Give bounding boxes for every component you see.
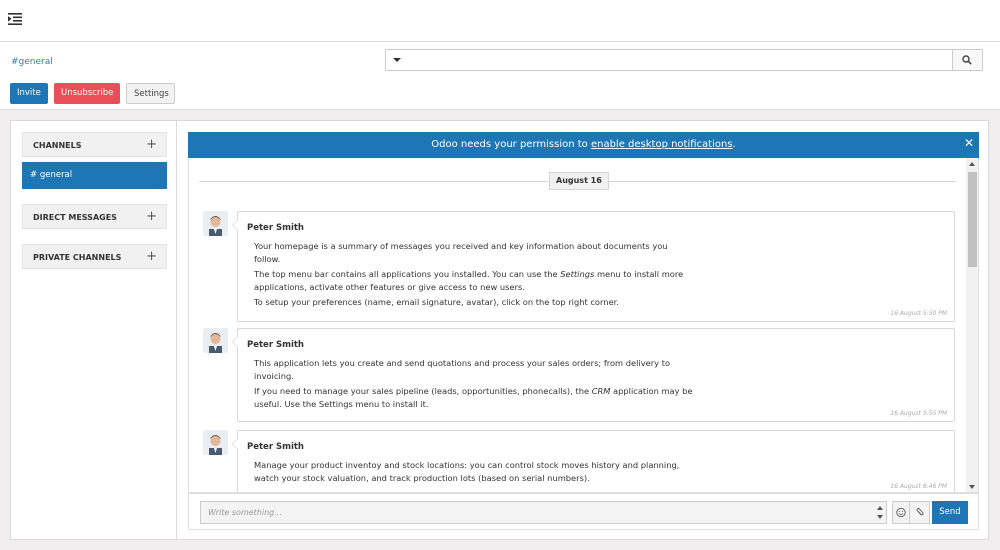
message-author[interactable]: Peter Smith [247,223,304,233]
message-body [254,459,694,487]
avatar[interactable] [203,328,228,353]
message-composer [188,493,979,530]
notification-prefix: Odoo needs your permission to [431,139,591,150]
filter-dropdown-icon[interactable] [393,58,401,62]
channels-section [22,132,167,157]
breadcrumb[interactable]: #general [11,57,53,67]
sidebar-item-general[interactable] [22,162,167,189]
top-navbar [0,0,1000,42]
message-input-placeholder: Write something... [208,508,282,517]
sidebar-item-label: # general [30,170,73,180]
private-channels-section [22,244,167,269]
avatar[interactable] [203,211,228,236]
menu-toggle-icon[interactable] [8,13,22,25]
private-channels-label: PRIVATE CHANNELS [33,253,122,262]
thread-scrollbar[interactable] [966,158,978,493]
message-thread[interactable] [188,158,979,493]
message-card [237,211,955,322]
direct-messages-section [22,204,167,229]
message-paragraph: Manage your product inventoy and stock locations: you can control stock moves history and planning, watch your stock valuation, and track production lots (based on serial numbers). [254,460,680,483]
message-body [254,240,694,311]
input-resize-arrows[interactable] [875,501,886,524]
message-timestamp: 16 August 5:55 PM [890,410,947,417]
smiley-icon [893,502,909,523]
paperclip-icon [910,502,928,523]
message-author[interactable]: Peter Smith [247,442,304,452]
arrow-down-icon [877,515,883,519]
date-badge: August 16 [549,172,609,190]
discuss-panel [10,120,989,540]
channels-sidebar [11,121,177,539]
scrollbar-thumb[interactable] [968,172,977,267]
search-bar[interactable] [385,49,983,71]
message-author[interactable]: Peter Smith [247,340,304,350]
notification-text [188,139,979,150]
channels-label: CHANNELS [33,141,82,150]
scroll-down-icon[interactable] [969,485,975,489]
message-body [254,357,694,413]
send-button[interactable]: Send [932,501,968,524]
avatar-image [203,328,228,353]
settings-button[interactable]: Settings [126,83,175,104]
invite-button[interactable]: Invite [10,83,48,104]
scroll-up-icon[interactable] [969,162,975,166]
arrow-up-icon [877,506,883,510]
message-paragraph: This application lets you create and send quotations and process your sales orders; from delivery to invoicing. [254,358,671,381]
message-paragraph: If you need to manage your sales pipeline (leads, opportunities, phonecalls), the CRM application may be useful. Use the Settings menu to install it. [254,386,693,409]
message-paragraph: The top menu bar contains all applications you installed. You can use the Settings menu to install more applications, activate other features or give access to new users. [254,269,684,292]
message-timestamp: 16 August 6:46 PM [890,483,947,490]
avatar[interactable] [203,430,228,455]
message-paragraph: To setup your preferences (name, email signature, avatar), click on the top right corner. [254,297,619,307]
message-input[interactable] [200,501,887,524]
add-channel-icon[interactable]: + [146,137,157,152]
message-card [237,430,955,493]
unsubscribe-button[interactable]: Unsubscribe [54,83,120,104]
emoji-button[interactable] [892,501,910,524]
avatar-image [203,211,228,236]
notification-banner [188,132,979,158]
search-button[interactable] [952,50,982,70]
add-private-channel-icon[interactable]: + [146,249,157,264]
close-icon[interactable]: ✕ [963,136,974,150]
control-panel [0,42,1000,110]
add-direct-message-icon[interactable]: + [146,209,157,224]
attach-button[interactable] [910,501,930,524]
message-paragraph: Your homepage is a summary of messages you received and key information about documents you follow. [254,241,668,264]
enable-notifications-link[interactable]: enable desktop notifications [590,139,733,150]
notification-suffix: . [732,139,736,150]
direct-messages-label: DIRECT MESSAGES [33,213,117,222]
avatar-image [203,430,228,455]
message-card [237,328,955,422]
message-timestamp: 16 August 5:50 PM [890,310,947,317]
search-icon [962,55,972,65]
